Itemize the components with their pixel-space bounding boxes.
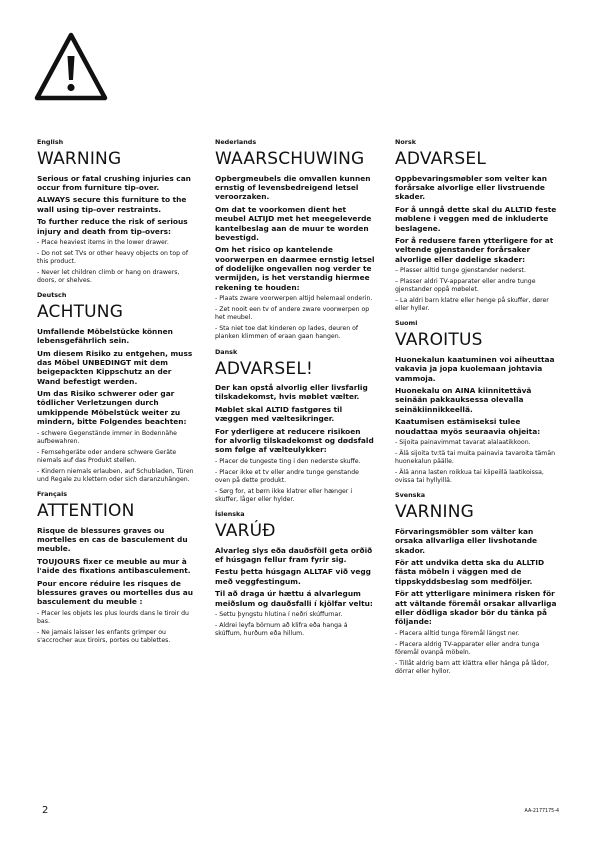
warning-heading: VARÚÐ	[215, 521, 276, 542]
warning-text: För att ytterligare minimera risken för att vältande föremål orsakar allvarliga eller dödliga skador bör du tänka på följande:	[395, 589, 557, 627]
list-item: - Plaats zware voorwerpen altijd helemaal onderin.	[215, 295, 373, 303]
page-number: 2	[42, 805, 49, 816]
document-code: AA-2177175-4	[524, 809, 559, 814]
list-item: - Placer ikke et tv eller andre tunge genstande oven på dette produkt.	[215, 468, 359, 484]
language-label: Suomi	[395, 319, 418, 328]
language-label: Svenska	[395, 491, 426, 500]
list-item: - Do not set TVs or other heavy objects on top of this product.	[37, 249, 189, 266]
warning-text: För att undvika detta ska du ALLTID fästa möbeln i väggen med de tippskyddsbeslag som medföljer.	[395, 558, 545, 586]
list-item: – Plasser alltid tunge gjenstander nederst.	[395, 267, 526, 275]
warning-text: For å redusere faren ytterligere for at veltende gjenstander forårsaker alvorlige eller dødelige skader:	[395, 235, 554, 264]
warning-text: Um das Risiko schwerer oder gar tödlicher Verletzungen durch umkippende Möbelstück weiter zu mindern, bitte Folgendes beachten:	[37, 389, 187, 427]
section-norsk	[395, 138, 557, 313]
section-deutsch	[37, 291, 197, 484]
warning-text: To further reduce the risk of serious injury and death from tip-overs:	[37, 217, 188, 236]
warning-heading: ACHTUNG	[37, 302, 124, 323]
section-suomi	[395, 319, 557, 485]
list-item: - schwere Gegenstände immer in Bodennähe aufbewahren.	[37, 429, 177, 445]
list-item: - Sta niet toe dat kinderen op lades, deuren of planken klimmen of eraan gaan hangen.	[215, 325, 359, 341]
warning-text: Møblet skal ALTID fastgøres til væggen med væltesikringer.	[215, 404, 343, 424]
list-item: - Aldrei leyfa börnum að klifra eða hanga á skúffum, hurðum eða hillum.	[215, 622, 348, 638]
language-label: Français	[37, 490, 68, 499]
warning-text: Huonekalun kaatuminen voi aiheuttaa vakavia ja jopa kuolemaan johtavia vammoja.	[395, 354, 555, 383]
warning-text: Oppbevaringsmøbler som velter kan forårsake alvorlige eller livstruende skader.	[395, 173, 547, 202]
column-3	[395, 138, 557, 682]
warning-text: ALWAYS secure this furniture to the wall using tip-over restraints.	[37, 195, 187, 214]
warning-text: Alvarleg slys eða dauðsföll geta orðið ef húsgagn fellur fram fyrir sig.	[215, 545, 373, 565]
warning-text: TOUJOURS fixer ce meuble au mur à l'aide des fixations antibasculement.	[37, 556, 191, 576]
warning-text: Festu þetta húsgagn ALLTAF við vegg með veggfestingum.	[215, 567, 371, 586]
section-svenska	[395, 491, 557, 676]
warning-text: Serious or fatal crushing injuries can occur from furniture tip-over.	[37, 173, 191, 192]
section-english	[37, 138, 197, 285]
list-item: - Sijoita painavimmat tavarat alalaatikkoon.	[395, 439, 531, 447]
warning-text: Om dat te voorkomen dient het meubel ALTIJD met het meegeleverde kantelbeslag aan de muur te worden bevestigd.	[215, 204, 372, 242]
list-item: - Placera aldrig TV-apparater eller andra tunga föremål ovanpå möbeln.	[395, 640, 540, 656]
section-nederlands	[215, 138, 375, 342]
warning-text: Um diesem Risiko zu entgehen, muss das Möbel UNBEDINGT mit dem beigepackten Kippschutz an der Wand befestigt werden.	[37, 348, 193, 386]
warning-text: Til að draga úr hættu á alvarlegum meiðslum og dauðsfalli í kjölfar veltu:	[215, 589, 373, 608]
warning-text: For å unngå dette skal du ALLTID feste møblene i veggen med de inkluderte beslagene.	[395, 204, 557, 233]
warning-text: Kaatumisen estämiseksi tulee noudattaa myös seuraavia ohjeita:	[395, 417, 541, 436]
warning-text: Risque de blessures graves ou mortelles en cas de basculement du meuble.	[37, 525, 188, 554]
list-item: - Älä anna lasten roikkua tai kiipeillä laatikoissa, ovissa tai hyllyillä.	[395, 469, 544, 485]
warning-text: Om het risico op kantelende voorwerpen en daarmee ernstig letsel of dodelijke ongevallen nog verder te vermijden, is het verstandig hiermee rekening te houden:	[215, 245, 375, 292]
list-item: - Place heaviest items in the lower drawer.	[37, 238, 169, 246]
column-2	[215, 138, 375, 644]
list-item: - Kindern niemals erlauben, auf Schubladen, Türen und Regale zu klettern oder sich daranzuhängen.	[37, 467, 194, 483]
warning-heading: ATTENTION	[37, 501, 135, 522]
list-item: - Sørg for, at børn ikke klatrer eller hænger i skuffer, låger eller hylder.	[215, 488, 353, 504]
warning-text: Opbergmeubels die omvallen kunnen ernstig of levensbedreigend letsel veroorzaken.	[215, 173, 371, 202]
warning-text: For yderligere at reducere risikoen for alvorlig tilskadekomst og dødsfald som følge af vælteulykker:	[215, 426, 374, 455]
language-label: Deutsch	[37, 291, 67, 300]
warning-text: Huonekalu on AINA kiinnitettävä seinään pakkauksessa olevalla seinäkiinnikkeellä.	[395, 386, 532, 414]
list-item: – Plasser aldri TV-apparater eller andre tunge gjenstander oppå møbelet.	[395, 278, 536, 294]
language-label: Íslenska	[215, 510, 245, 519]
warning-heading: WARNING	[37, 149, 122, 169]
warning-heading: VAROITUS	[395, 330, 483, 351]
warning-heading: ADVARSEL!	[215, 358, 314, 379]
section-dansk	[215, 348, 375, 505]
list-item: - Zet nooit een tv of andere zware voorwerpen op het meubel.	[215, 306, 370, 322]
warning-heading: WAARSCHUWING	[215, 149, 365, 169]
language-label: Norsk	[395, 138, 416, 146]
warning-text: Förvaringsmöbler som välter kan orsaka allvarliga eller livshotande skador.	[395, 526, 538, 555]
list-item: - Settu þyngstu hlutina í neðri skúffurnar.	[215, 611, 343, 619]
warning-triangle-icon	[33, 30, 109, 106]
warning-text: Umfallende Möbelstücke können lebensgefährlich sein.	[37, 326, 173, 346]
list-item: - Ne jamais laisser les enfants grimper ou s'accrocher aux tiroirs, portes ou tablettes.	[37, 628, 171, 644]
list-item: – La aldri barn klatre eller henge på skuffer, dører eller hyller.	[395, 297, 549, 313]
warning-heading: VARNING	[395, 502, 475, 523]
warning-text: Pour encore réduire les risques de blessures graves ou mortelles dus au basculement du meuble :	[37, 578, 193, 607]
language-label: English	[37, 138, 64, 146]
list-item: - Fernsehgeräte oder andere schwere Geräte niemals auf das Produkt stellen.	[37, 448, 177, 464]
section-islenska	[215, 510, 375, 638]
list-item: - Never let children climb or hang on drawers, doors, or shelves.	[37, 269, 180, 285]
list-item: - Tillåt aldrig barn att klättra eller hänga på lådor, dörrar eller hyllor.	[395, 660, 549, 676]
list-item: - Placera alltid tunga föremål längst ner.	[395, 629, 520, 637]
column-1	[37, 138, 197, 651]
language-label: Dansk	[215, 347, 238, 356]
language-label: Nederlands	[215, 138, 257, 146]
section-francais	[37, 490, 197, 645]
warning-text: Der kan opstå alvorlig eller livsfarlig tilskadekomst, hvis møblet vælter.	[215, 383, 368, 402]
list-item: - Placer les objets les plus lourds dans le tiroir du bas.	[37, 609, 189, 625]
warning-heading: ADVARSEL	[395, 149, 487, 169]
list-item: - Älä sijoita tv:tä tai muita painavia tavaroita tämän huonekalun päälle.	[395, 450, 556, 466]
list-item: - Placer de tungeste ting i den nederste skuffe.	[215, 457, 361, 465]
